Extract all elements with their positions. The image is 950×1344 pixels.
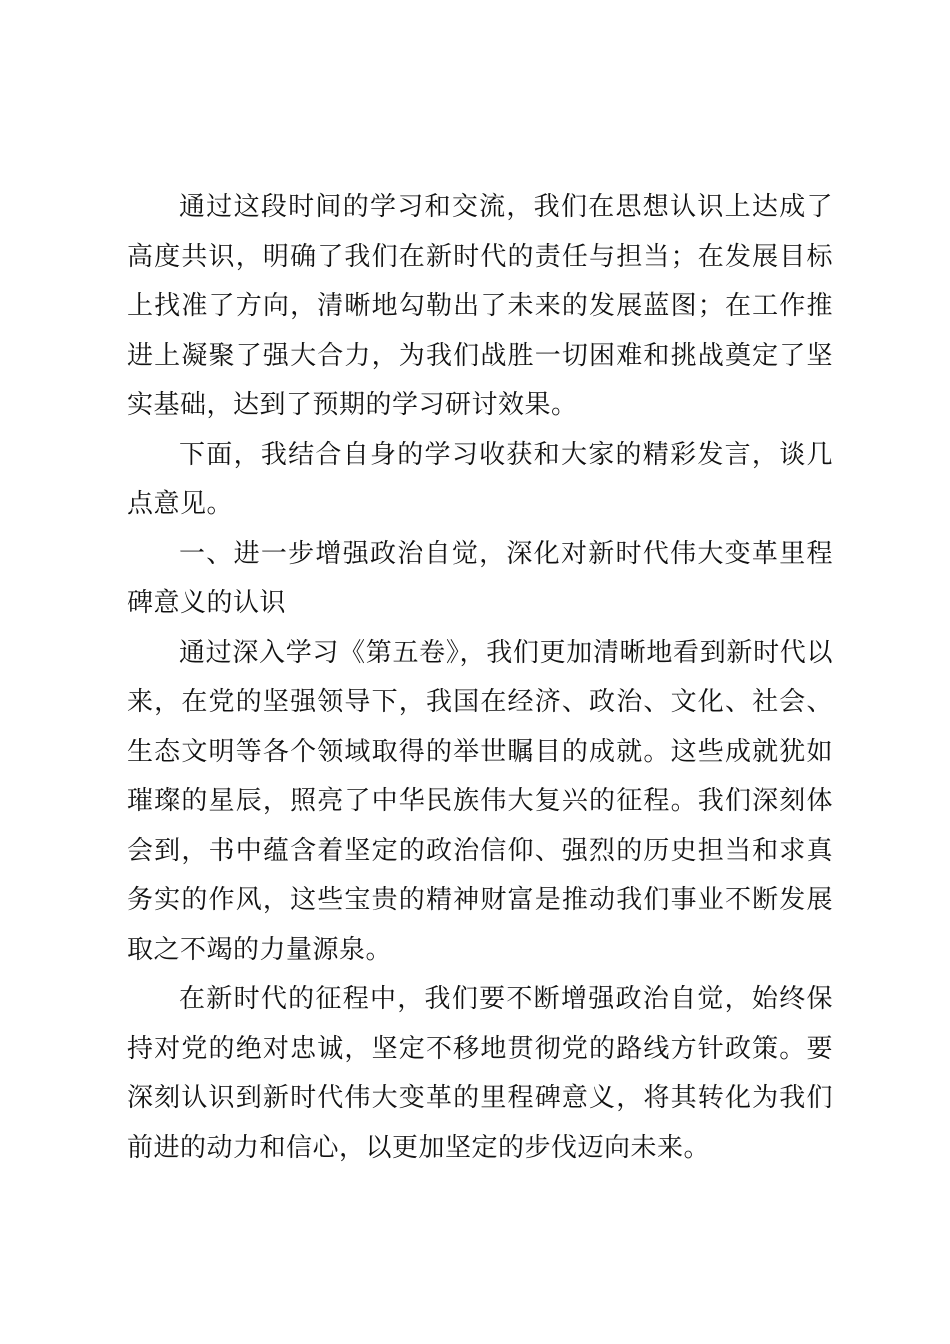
paragraph-intro: 下面，我结合自身的学习收获和大家的精彩发言，谈几点意见。 [127,439,833,519]
paragraph-study-findings: 通过深入学习《第五卷》，我们更加清晰地看到新时代以来，在党的坚强领导下，我国在经济、政治、文化、社会、生态文明等各个领域取得的举世瞩目的成就。这些成就犹如璀璨的星辰，照亮了中华民族伟大复兴的征程。我们深刻体会到，书中蕴含着坚定的政治信仰、强烈的历史担当和求真务实的作风，这些宝贵的精神财富是推动我们事业不断发展取之不竭的力量源泉。 [127,637,833,965]
section-heading-1: 一、进一步增强政治自觉，深化对新时代伟大变革里程碑意义的认识 [127,538,833,618]
paragraph-summary: 通过这段时间的学习和交流，我们在思想认识上达成了高度共识，明确了我们在新时代的责任与担当；在发展目标上找准了方向，清晰地勾勒出了未来的发展蓝图；在工作推进上凝聚了强大合力，为我们战胜一切困难和挑战奠定了坚实基础，达到了预期的学习研讨效果。 [127,192,833,420]
paragraph-political-awareness: 在新时代的征程中，我们要不断增强政治自觉，始终保持对党的绝对忠诚，坚定不移地贯彻党的路线方针政策。要深刻认识到新时代伟大变革的里程碑意义，将其转化为我们前进的动力和信心，以更加坚定的步伐迈向未来。 [127,984,833,1163]
document-body [127,183,833,1173]
